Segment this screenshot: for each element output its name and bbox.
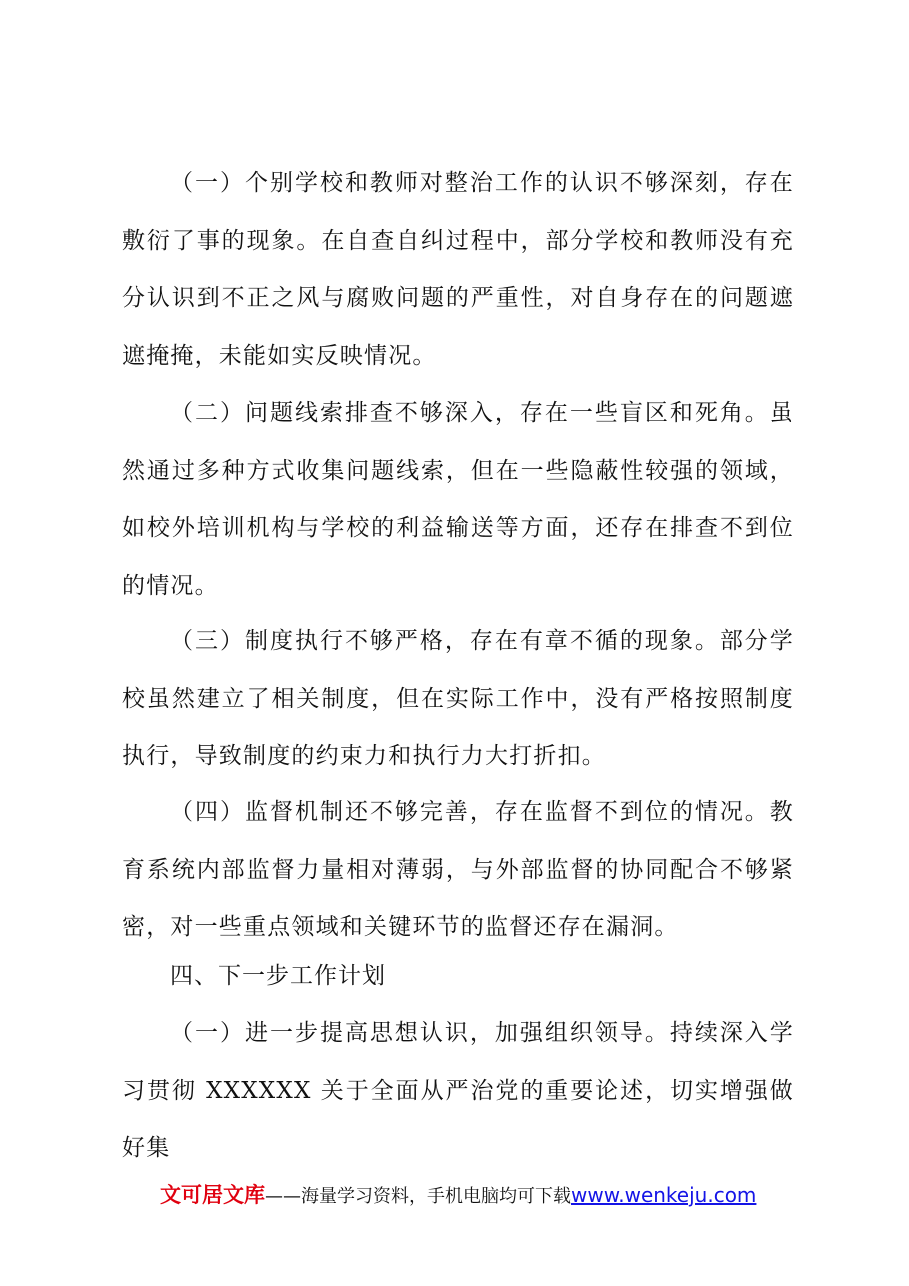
footer-tagline: ——海量学习资料，手机电脑均可下载: [265, 1186, 571, 1207]
paragraph-3: （三）制度执行不够严格，存在有章不循的现象。部分学校虽然建立了相关制度，但在实际工作中，没有严格按照制度执行，导致制度的约束力和执行力大打折扣。: [122, 628, 794, 770]
footer-banner: [160, 1180, 840, 1212]
brand-name: 文可居文库: [160, 1183, 265, 1207]
paragraph-4: （四）监督机制还不够完善，存在监督不到位的情况。教育系统内部监督力量相对薄弱，与外部监督的协同配合不够紧密，对一些重点领域和关键环节的监督还存在漏洞。: [122, 799, 794, 941]
paragraph-1: （一）个别学校和教师对整治工作的认识不够深刻，存在敷衍了事的现象。在自查自纠过程中，部分学校和教师没有充分认识到不正之风与腐败问题的严重性，对自身存在的问题遮遮掩掩，未能如实反映情况。: [122, 170, 794, 369]
site-link[interactable]: www.wenkeju.com: [571, 1183, 757, 1207]
paragraph-5: （一）进一步提高思想认识，加强组织领导。持续深入学习贯彻 XXXXXX 关于全面从严治党的重要论述，切实增强做好集: [122, 1020, 794, 1162]
paragraph-2: （二）问题线索排查不够深入，存在一些盲区和死角。虽然通过多种方式收集问题线索，但在一些隐蔽性较强的领域，如校外培训机构与学校的利益输送等方面，还存在排查不到位的情况。: [122, 400, 794, 599]
section-heading: 四、下一步工作计划: [170, 963, 386, 989]
